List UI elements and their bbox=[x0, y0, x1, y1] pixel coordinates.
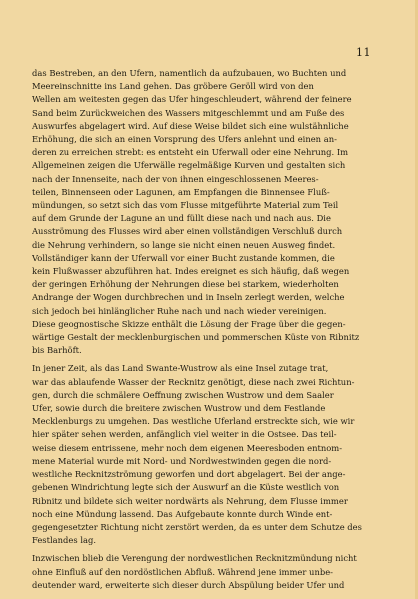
text-line: gen, durch die schmälere Oeffnung zwischen Wustrow und dem Saaler bbox=[32, 389, 334, 400]
text-line: Inzwischen blieb die Verengung der nordwestlichen Recknitzmündung nicht bbox=[32, 553, 357, 564]
paragraph bbox=[32, 362, 381, 547]
text-line: Andrange der Wogen durchbrechen und in Inseln zerlegt werden, welche bbox=[32, 292, 345, 303]
text-line: Diese geognostische Skizze enthält die Lösung der Frage über die gegen- bbox=[32, 318, 346, 329]
text-line: war das ablaufende Wasser der Recknitz genötigt, diese nach zwei Richtun- bbox=[32, 376, 355, 387]
text-line: Mecklenburgs zu umgehen. Das westliche Uferland erstreckte sich, wie wir bbox=[32, 416, 355, 427]
text-line: Allgemeinen zeigen die Uferwälle regelmäßige Kurven und gestalten sich bbox=[32, 160, 346, 171]
paragraph bbox=[32, 552, 381, 592]
text-line: weise diesem entrissene, mehr noch dem eigenen Meeresboden entnom- bbox=[32, 442, 343, 453]
text-line: mündungen, so setzt sich das vom Flusse mitgeführte Material zum Teil bbox=[32, 200, 339, 211]
text-line: teilen, Binnenseen oder Lagunen, am Empfangen die Binnensee Fluß- bbox=[32, 186, 330, 197]
text-line: der geringen Erhöhung der Nehrungen diese bei starkem, wiederholten bbox=[32, 279, 339, 290]
page-body bbox=[32, 67, 381, 592]
text-line: deutender ward, erweiterte sich dieser durch Abspülung beider Ufer und bbox=[32, 579, 345, 590]
text-line: westliche Recknitzströmung geworfen und dort abgelagert. Bei der ange- bbox=[32, 469, 346, 480]
text-line: mene Material wurde mit Nord- und Nordwestwinden gegen die nord- bbox=[32, 455, 332, 466]
text-line: In jener Zeit, als das Land Swante-Wustrow als eine Insel zutage trat, bbox=[32, 363, 329, 374]
text-line: kein Flußwasser abzuführen hat. Indes ereignet es sich häufig, daß wegen bbox=[32, 266, 350, 277]
text-line: nach der Innenseite, nach der von ihnen eingeschlossenen Meeres- bbox=[32, 173, 319, 184]
text-line: das Bestreben, an den Ufern, namentlich da aufzubauen, wo Buchten und bbox=[32, 68, 347, 78]
text-line: Ribnitz und bildete sich weiter nordwärts als Nehrung, dem Flusse immer bbox=[32, 495, 348, 506]
text-line: Auswurfes abgelagert wird. Auf diese Weise bildet sich eine wulstähnliche bbox=[32, 120, 349, 131]
text-line: sich jedoch bei hinlänglicher Ruhe nach und nach wieder vereinigen. bbox=[32, 305, 327, 316]
text-line: Vollständiger kann der Uferwall vor einer Bucht zustande kommen, die bbox=[32, 252, 335, 263]
text-line: Ufer, sowie durch die breitere zwischen Wustrow und dem Festlande bbox=[32, 403, 326, 414]
text-line: Wellen am weitesten gegen das Ufer hingeschleudert, während der feinere bbox=[32, 94, 352, 105]
text-line: ohne Einfluß auf den nordöstlichen Abfluß. Während jene immer unbe- bbox=[32, 566, 333, 577]
text-line: gegengesetzter Richtung nicht zerstört werden, da es unter dem Schutze des bbox=[32, 521, 362, 532]
text-line: deren zu erreichen strebt: es entsteht ein Uferwall oder eine Nehrung. Im bbox=[32, 147, 349, 158]
text-line: Sand beim Zurückweichen des Wassers mitgeschlemmt und am Fuße des bbox=[32, 107, 345, 118]
page-number: 11 bbox=[356, 46, 371, 59]
text-line: wärtige Gestalt der mecklenburgischen und pommerschen Küste von Ribnitz bbox=[32, 332, 360, 343]
text-line: noch eine Mündung lassend. Das Aufgebaute konnte durch Winde ent- bbox=[32, 508, 333, 519]
text-line: Ausströmung des Flusses wird aber einen vollständigen Verschluß durch bbox=[32, 226, 343, 237]
text-line: Erhöhung, die sich an einen Vorsprung des Ufers anlehnt und einen an- bbox=[32, 134, 337, 145]
text-line: Festlandes lag. bbox=[32, 535, 97, 546]
paragraph bbox=[32, 67, 381, 357]
text-line: hier später sehen werden, anfänglich viel weiter in die Ostsee. Das teil- bbox=[32, 429, 337, 440]
text-line: bis Barhöft. bbox=[32, 345, 82, 356]
text-line: gebenen Windrichtung legte sich der Auswurf an die Küste westlich von bbox=[32, 482, 340, 493]
text-line: Meereinschnitte ins Land gehen. Das gröbere Geröll wird von den bbox=[32, 81, 314, 92]
text-line: auf dem Grunde der Lagune an und füllt diese nach und nach aus. Die bbox=[32, 213, 331, 224]
text-line: die Nehrung verhindern, so lange sie nicht einen neuen Ausweg findet. bbox=[32, 239, 336, 250]
